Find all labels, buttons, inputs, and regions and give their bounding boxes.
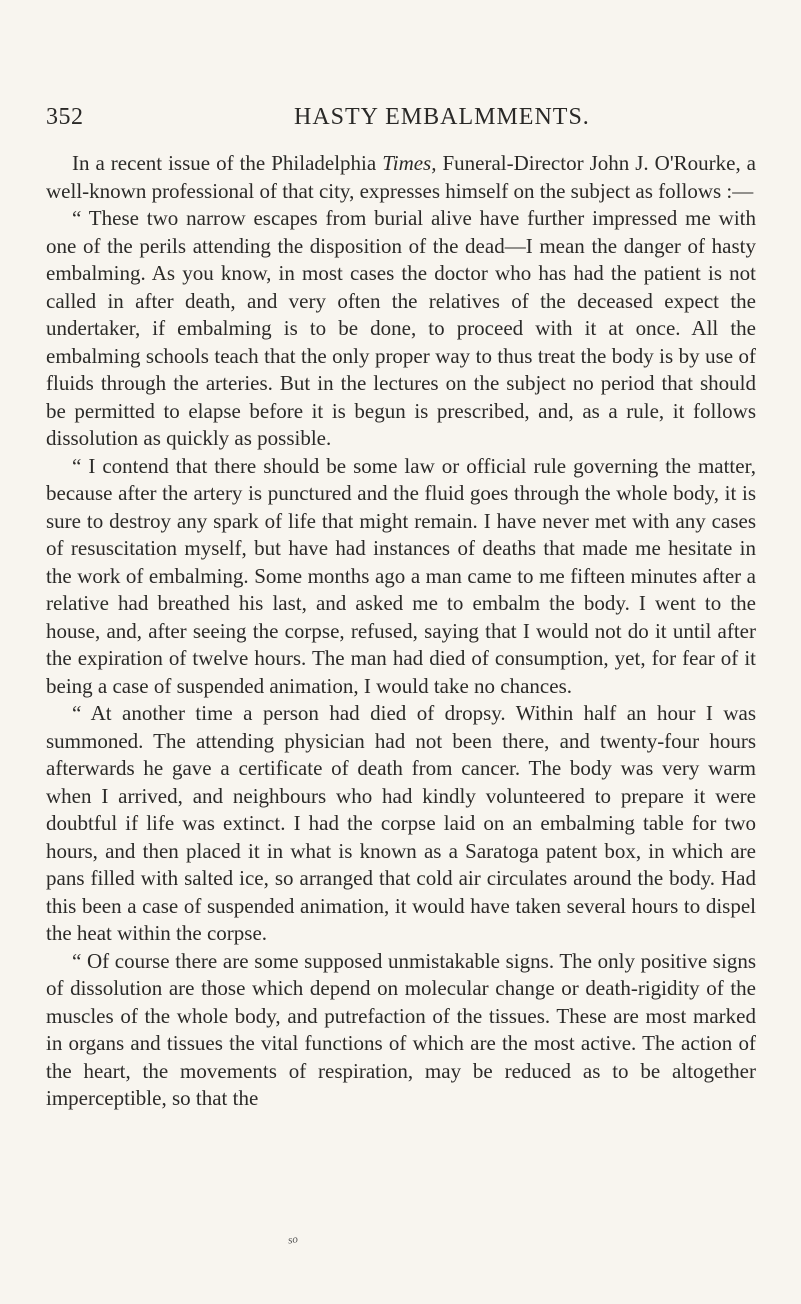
body-text [46,150,756,1113]
paragraph-4: “ At another time a person had died of dropsy. Within half an hour I was summoned. The attending physician had not been there, and twenty-four hours afterwards he gave a certificate of death from cancer. The body was very warm when I arrived, and neighbours who had kindly volunteered to prepare it were doubtful if life was extinct. I had the corpse laid on an embalming table for two hours, and then placed it in what is known as a Saratoga patent box, in which are pans filled with salted ice, so arranged that cold air circulates around the body. Had this been a case of suspended animation, it would have taken several hours to dispel the heat within the corpse. [46,701,756,945]
paragraph-2: “ These two narrow escapes from burial alive have further impressed me with one of the perils attending the disposition of the dead—I mean the danger of hasty embalming. As you know, in most cases the doctor who has had the patient is not called in after death, and very often the relatives of the deceased expect the undertaker, if embalming is to be done, to proceed with it at once. All the embalming schools teach that the only proper way to thus treat the body is by use of fluids through the arteries. But in the lectures on the subject no period that should be permitted to elapse before it is begun is prescribed, and, as a rule, it follows dissolution as quickly as possible. [46,206,756,450]
paragraph-1-end: Funeral-Director John J. O'Rourke, a well-known professional of that city, expresses himself on the subject as follows :— [46,151,757,203]
paragraph-1 [46,150,756,205]
page-header [46,104,746,136]
paragraph-3: “ I contend that there should be some law or official rule governing the matter, because after the artery is punctured and the fluid goes through the whole body, it is sure to destroy any spark of life that might remain. I have never met with any cases of resuscitation myself, but have had instances of deaths that made me hesitate in the work of embalming. Some months ago a man came to me fifteen minutes after a relative had breathed his last, and asked me to embalm the body. I went to the house, and, after seeing the corpse, refused, saying that I would not do it until after the expiration of twelve hours. The man had died of consumption, yet, for fear of it being a case of suspended animation, I would take no chances. [46,453,756,698]
page-number: 352 [46,104,84,130]
newspaper-title: Times, [382,151,437,175]
running-head: HASTY EMBALMMENTS. [294,104,590,130]
handwritten-annotation: so [287,1233,299,1247]
paragraph-5: “ Of course there are some supposed unmistakable signs. The only positive signs of dissolution are those which depend on molecular change or death-rigidity of the muscles of the whole body, and putrefaction of the tissues. These are most marked in organs and tissues the vital functions of which are the most active. The action of the heart, the movements of respiration, may be reduced as to be altogether imperceptible, so that the [46,948,756,1110]
paragraph-1-start: In a recent issue of the Philadelphia [72,151,383,175]
